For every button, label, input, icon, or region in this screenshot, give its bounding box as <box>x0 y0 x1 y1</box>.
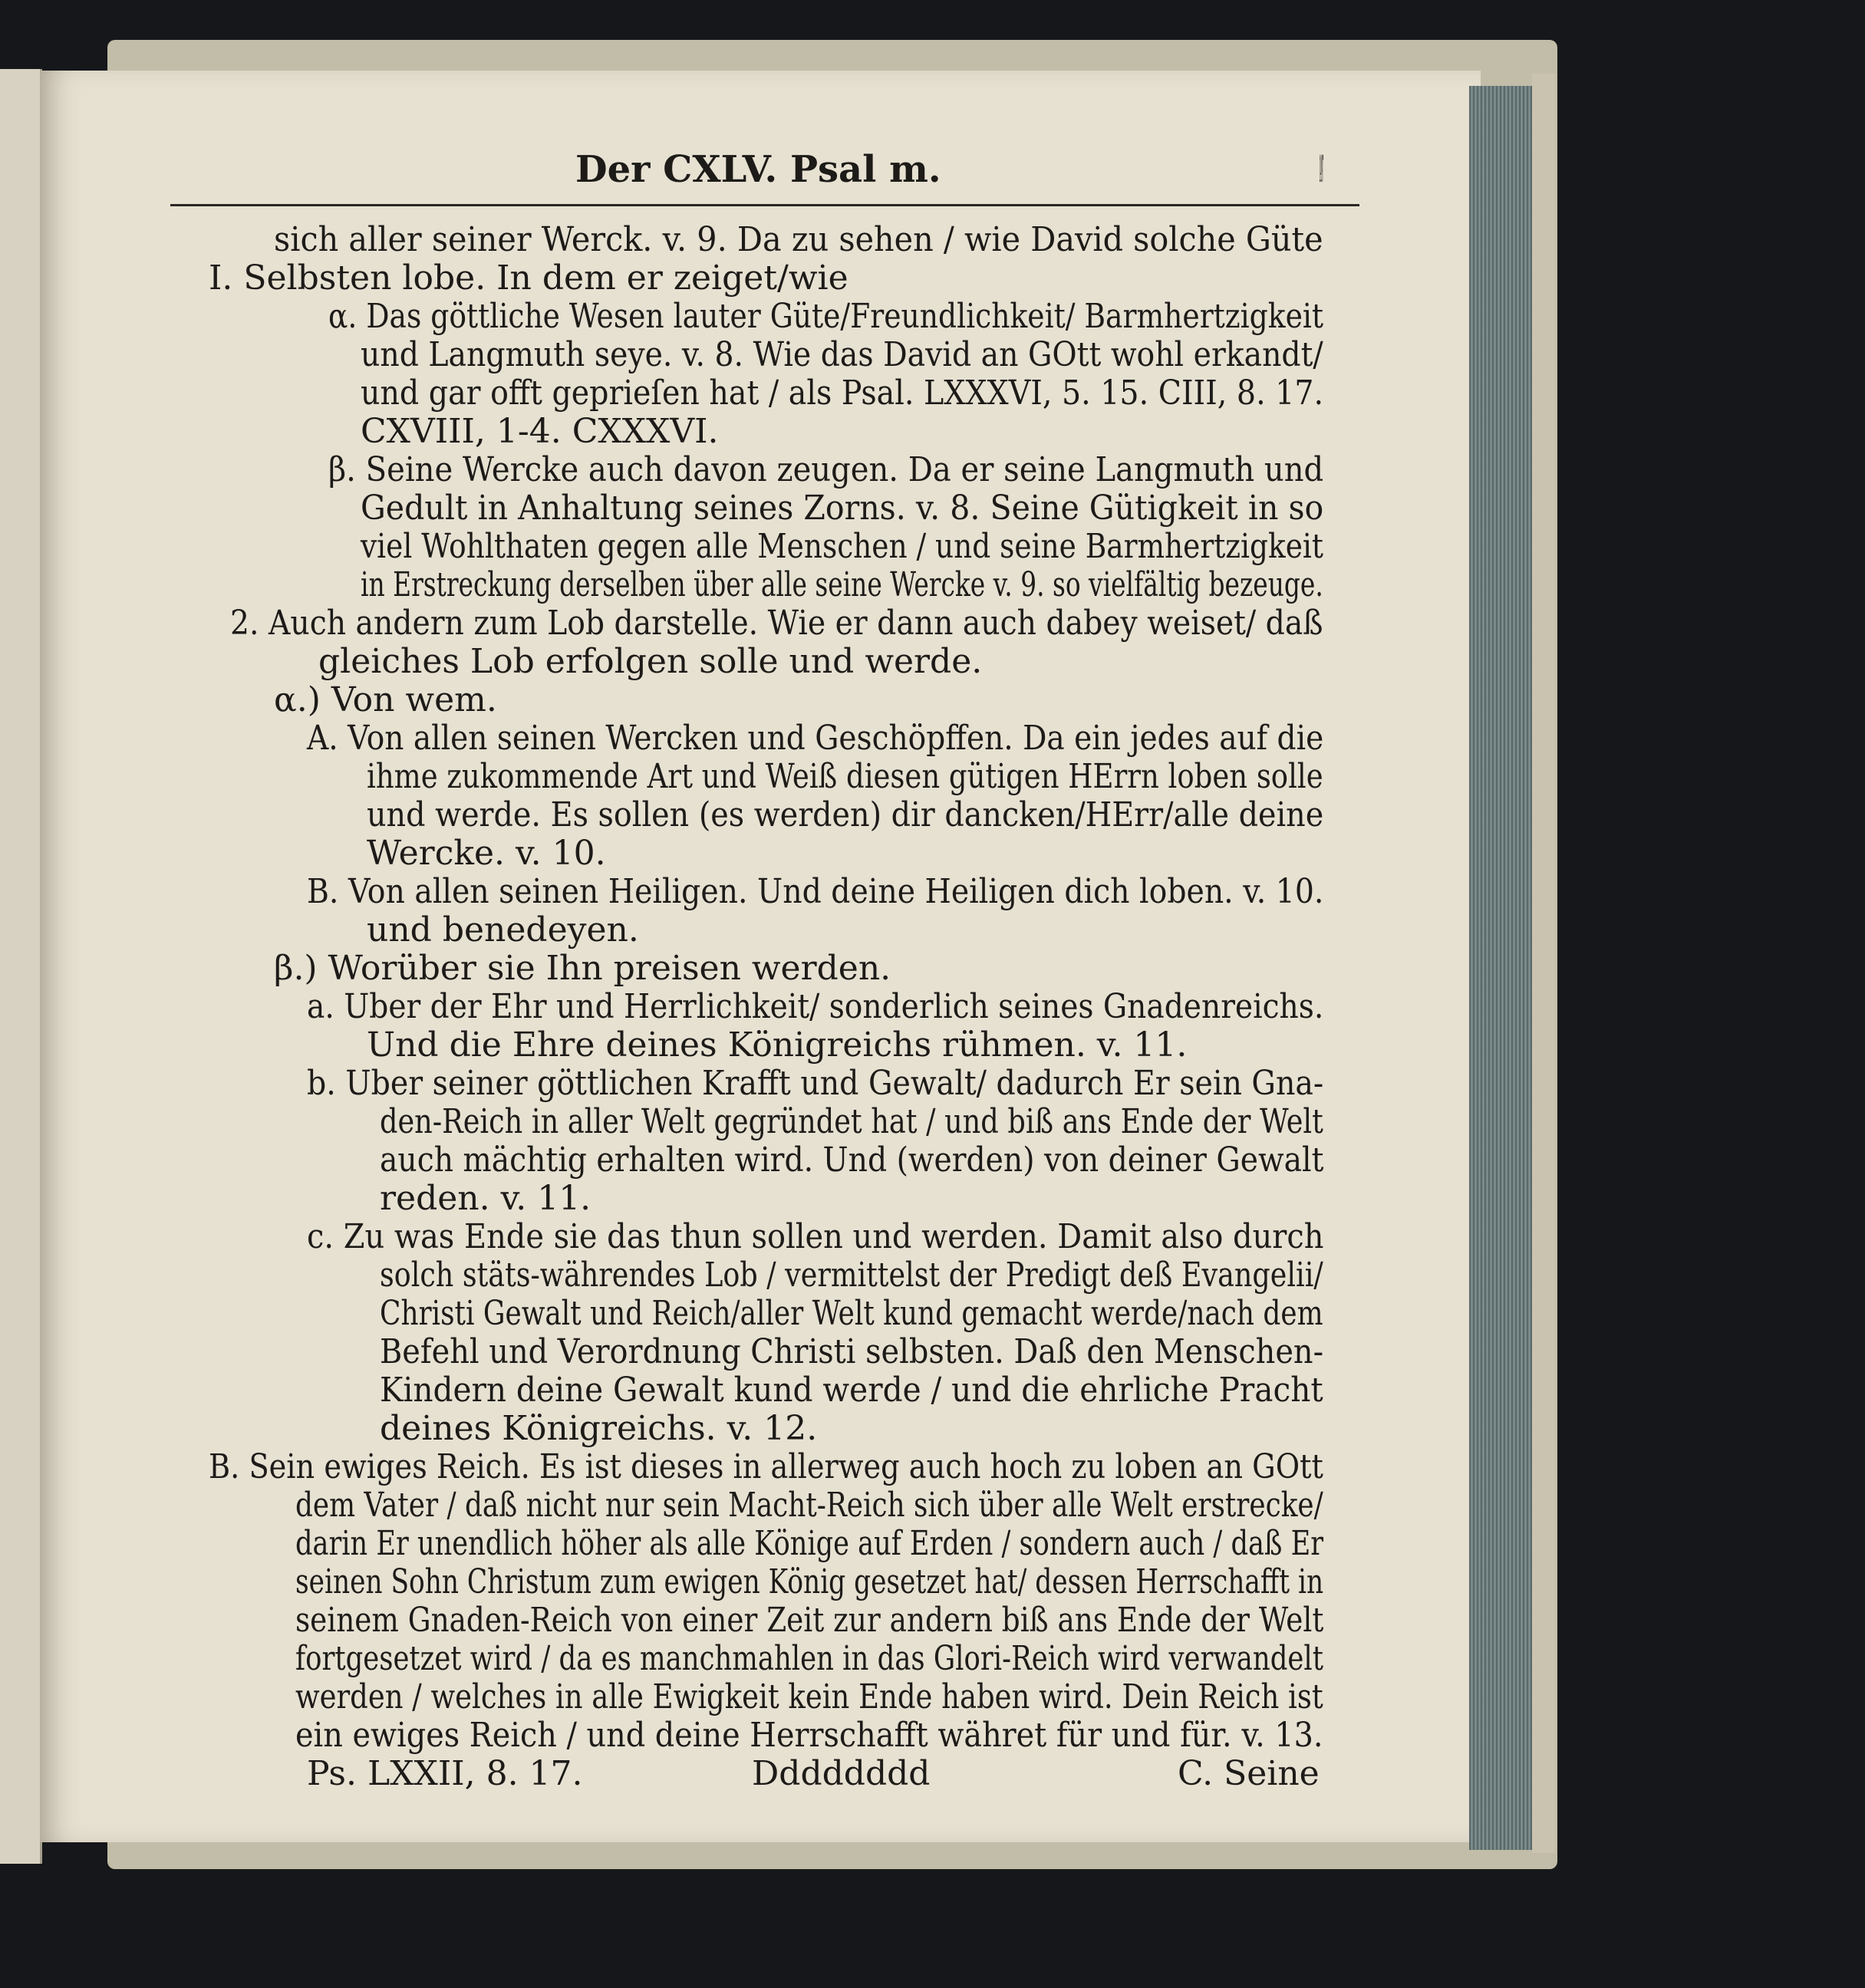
text-line: solch stäts-währendes Lob / vermittelst der Predigt deß Evangelii/ <box>380 1256 1323 1295</box>
text-line: Gedult in Anhaltung seines Zorns. v. 8. Seine Gütigkeit in so <box>361 489 1324 528</box>
text-line: β. Seine Wercke auch davon zeugen. Da er seine Langmuth und <box>328 450 1324 489</box>
text-line: a. Uber der Ehr und Herrlichkeit/ sonderlich seines Gnadenreichs. <box>307 987 1324 1026</box>
header-rule <box>170 204 1359 206</box>
text-line: Befehl und Verordnung Christi selbsten. Daß den Menschen- <box>380 1332 1324 1371</box>
text-line: deines Königreichs. v. 12. <box>380 1409 818 1448</box>
page-block-edges <box>1469 86 1532 1850</box>
text-line: gleiches Lob erfolgen solle und werde. <box>318 642 983 681</box>
line-marker: α. <box>328 297 358 336</box>
text-line: α. Das göttliche Wesen lauter Güte/Freundlichkeit/ Barmhertzigkeit <box>328 297 1324 336</box>
text-line: fortgesetzet wird / da es manchmahlen in das Glori-Reich wird verwandelt <box>295 1639 1323 1678</box>
left-page-edge <box>0 69 42 1864</box>
text-line: α.) Von wem. <box>274 680 497 719</box>
text-line: b. Uber seiner göttlichen Krafft und Gewalt/ dadurch Er sein Gna- <box>307 1064 1324 1103</box>
text-line: dem Vater / daß nicht nur sein Macht-Reich sich über alle Welt erstrecke/ <box>295 1486 1323 1525</box>
text-line: und benedeyen. <box>367 910 639 950</box>
cover-edge <box>1532 74 1555 1853</box>
line-marker: β. <box>328 450 356 489</box>
footer-reference: Ps. LXXII, 8. 17. <box>307 1754 583 1793</box>
text-line: B. Von allen seinen Heiligen. Und deine Heiligen dich loben. v. 10. <box>307 872 1324 911</box>
line-marker: B. <box>209 1447 240 1486</box>
text-line: 2. Auch andern zum Lob darstelle. Wie er dann auch dabey weiset/ daß <box>230 604 1323 643</box>
text-line: und gar offt geprieſen hat / als Psal. LXXXVI, 5. 15. CIII, 8. 17. <box>361 374 1324 413</box>
text-line: in Erstreckung derselben über alle seine Wercke v. 9. so vielfältig bezeuge. <box>361 565 1323 604</box>
line-marker: β.) <box>274 949 318 988</box>
line-marker: b. <box>307 1064 336 1103</box>
line-marker: c. <box>307 1217 334 1256</box>
text-line: und Langmuth seye. v. 8. Wie das David an GOtt wohl erkandt/ <box>361 335 1323 374</box>
text-line: CXVIII, 1-4. CXXXVI. <box>361 412 719 451</box>
running-title: Der CXLV. Psal m. <box>575 148 941 191</box>
text-line: β.) Worüber sie Ihn preisen werden. <box>274 949 891 988</box>
line-marker: A. <box>307 719 338 758</box>
text-line: seinen Sohn Christum zum ewigen König gesetzet hat/ dessen Herrschafft in <box>295 1562 1324 1601</box>
signature-mark: Dddddddd <box>752 1754 931 1793</box>
text-line: auch mächtig erhalten wird. Und (werden) von deiner Gewalt <box>380 1140 1324 1180</box>
text-line: reden. v. 11. <box>380 1179 591 1218</box>
text-line: c. Zu was Ende sie das thun sollen und werden. Damit also durch <box>307 1217 1324 1256</box>
line-marker: B. <box>307 872 339 911</box>
text-line: A. Von allen seinen Wercken und Geschöpffen. Da ein jedes auf die <box>307 719 1324 758</box>
text-line: ihme zukommende Art und Weiß diesen gütigen HErrn loben solle <box>367 757 1323 796</box>
text-line: werden / welches in alle Ewigkeit kein Ende haben wird. Dein Reich ist <box>295 1677 1323 1716</box>
text-line: Und die Ehre deines Königreichs rühmen. v. 11. <box>367 1025 1188 1065</box>
line-marker: 2. <box>230 604 259 643</box>
text-line: Christi Gewalt und Reich/aller Welt kund gemacht werde/nach dem <box>380 1294 1323 1333</box>
catchword: C. Seine <box>1178 1754 1320 1793</box>
text-line: Kindern deine Gewalt kund werde / und die ehrliche Pracht <box>380 1371 1323 1410</box>
text-line: ein ewiges Reich / und deine Herrschafft währet für und für. v. 13. <box>295 1716 1323 1755</box>
text-line: B. Sein ewiges Reich. Es ist dieses in allerweg auch hoch zu loben an GOtt <box>209 1447 1323 1486</box>
page-number: 1497 <box>1320 148 1323 191</box>
text-line: darin Er unendlich höher als alle Könige auf Erden / sondern auch / daß Er <box>295 1524 1324 1563</box>
line-marker: a. <box>307 987 334 1026</box>
text-line: viel Wohlthaten gegen alle Menschen / und seine Barmhertzigkeit <box>361 527 1323 566</box>
text-line: und werde. Es sollen (es werden) dir dancken/HErr/alle deine <box>367 795 1324 834</box>
text-line: seinem Gnaden-Reich von einer Zeit zur andern biß ans Ende der Welt <box>295 1601 1324 1640</box>
text-line: I. Selbsten lobe. In dem er zeiget/wie <box>209 258 848 298</box>
text-line: Wercke. v. 10. <box>367 834 606 873</box>
line-marker: α.) <box>274 680 321 719</box>
text-line: sich aller seiner Werck. v. 9. Da zu sehen / wie David solche Güte <box>274 220 1323 259</box>
text-line: den-Reich in aller Welt gegründet hat / und biß ans Ende der Welt <box>380 1102 1323 1141</box>
line-marker: I. <box>209 258 233 298</box>
